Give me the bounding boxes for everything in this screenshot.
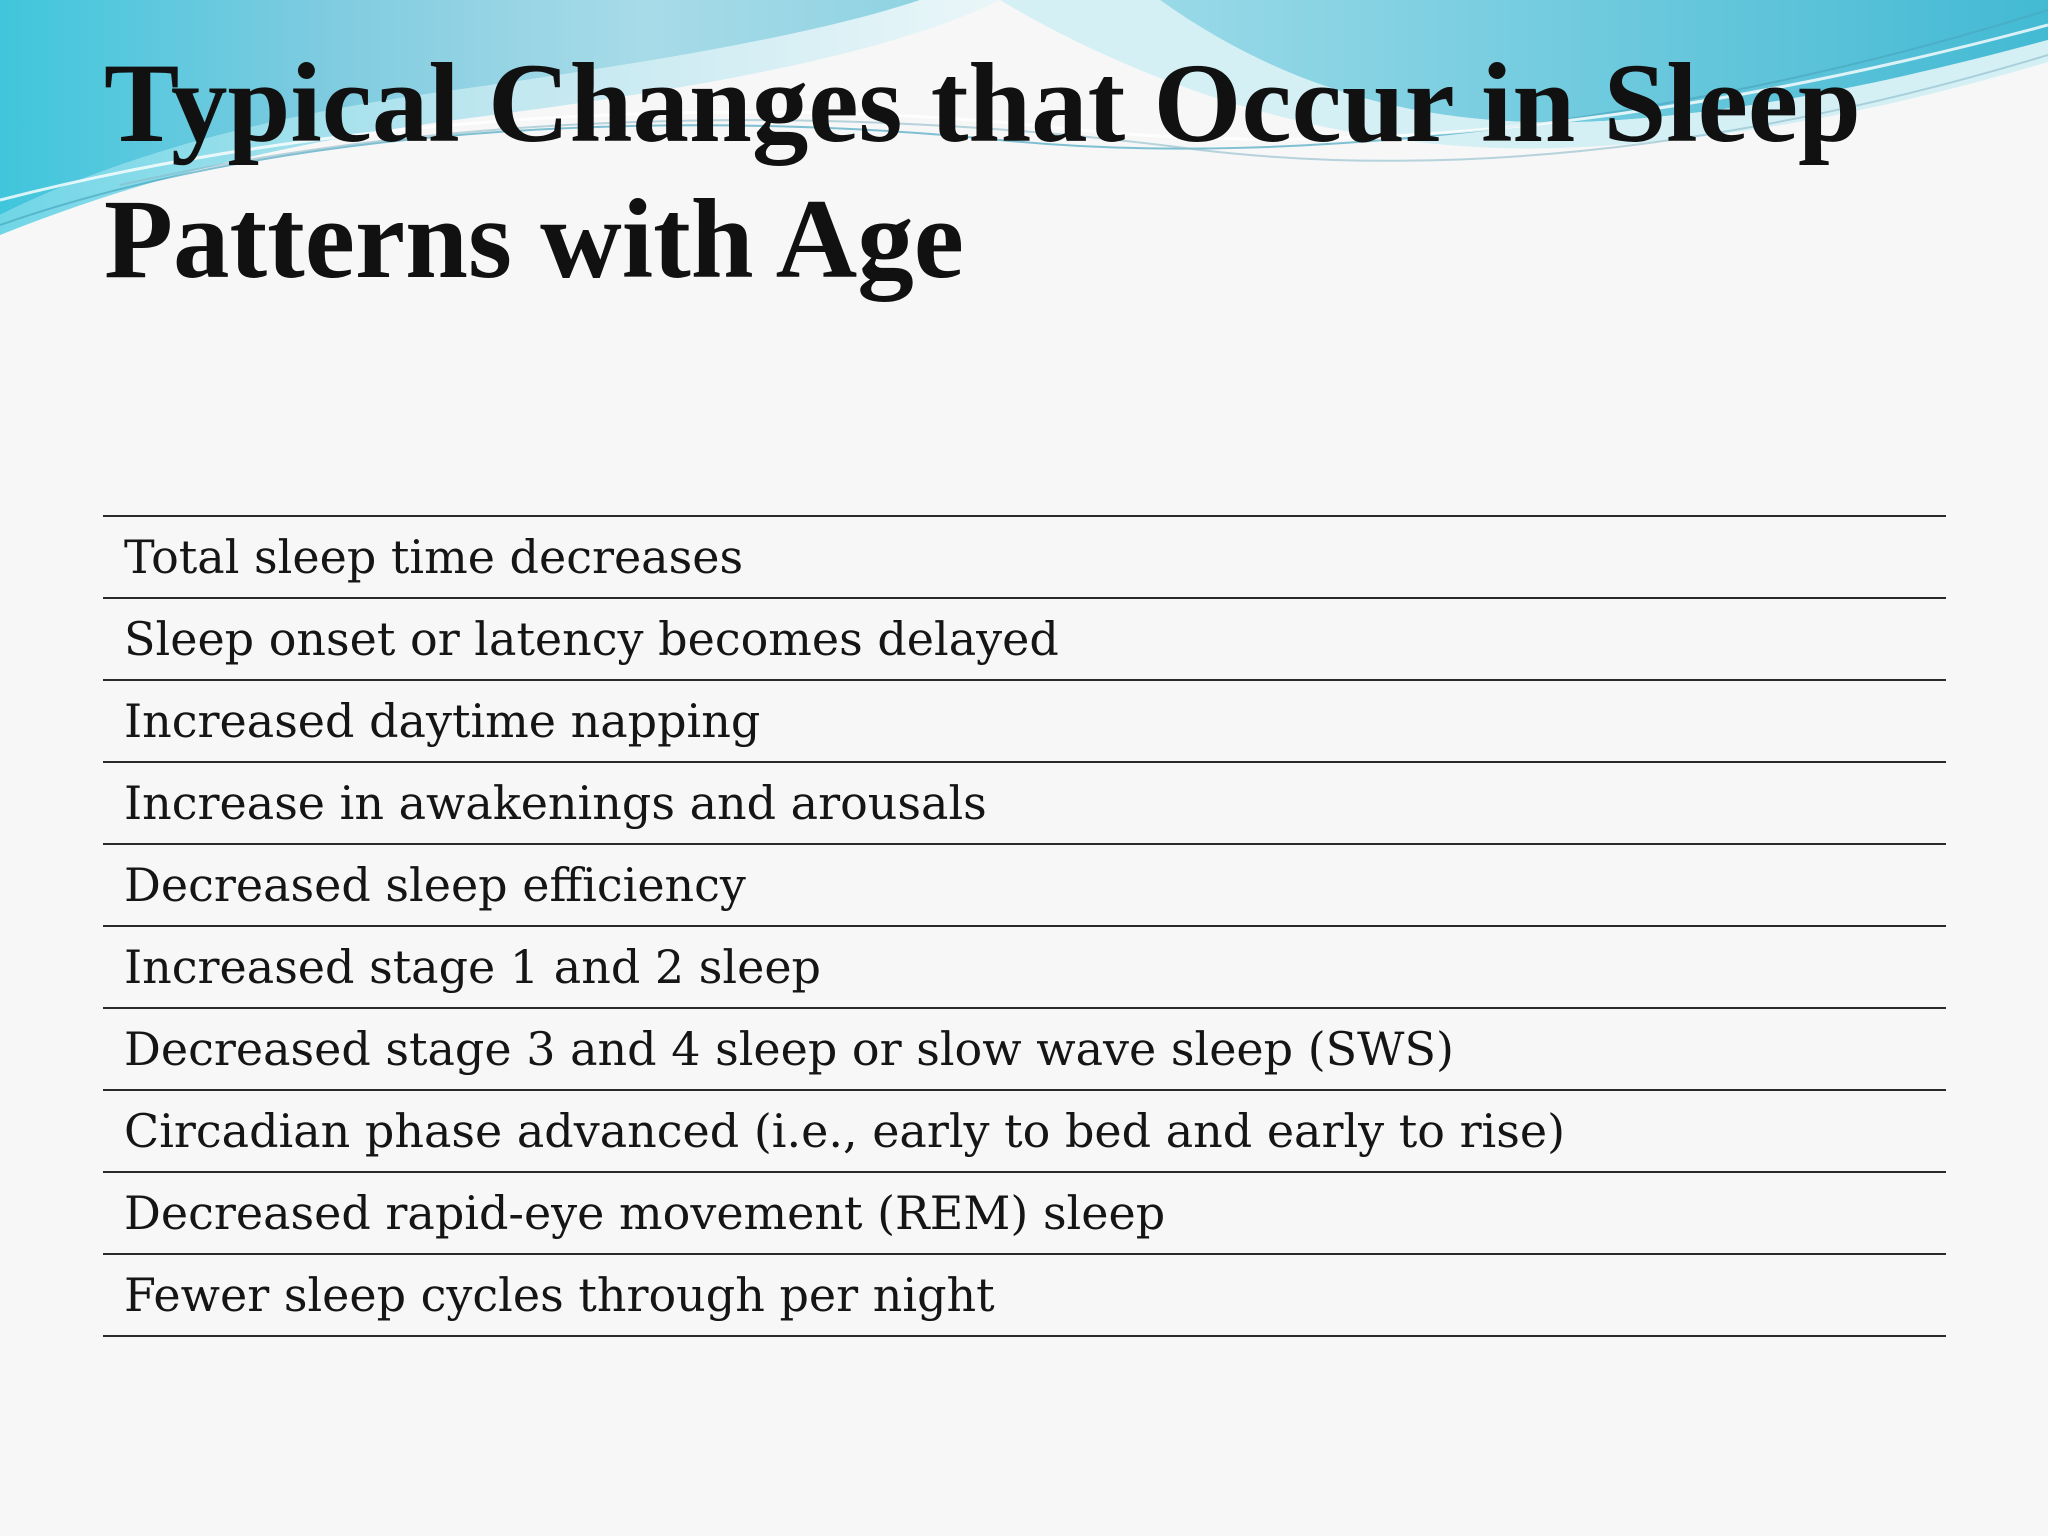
table-row — [103, 516, 1946, 598]
table-row — [103, 1008, 1946, 1090]
table-cell: Decreased sleep efficiency — [103, 844, 1946, 926]
table-cell: Decreased rapid-eye movement (REM) sleep — [103, 1172, 1946, 1254]
table-cell: Increased stage 1 and 2 sleep — [103, 926, 1946, 1008]
table-cell: Total sleep time decreases — [103, 516, 1946, 598]
table-row — [103, 680, 1946, 762]
table-row — [103, 1254, 1946, 1336]
table-row — [103, 598, 1946, 680]
table-row — [103, 762, 1946, 844]
table-cell: Sleep onset or latency becomes delayed — [103, 598, 1946, 680]
changes-table — [103, 515, 1946, 1337]
table-cell: Circadian phase advanced (i.e., early to bed and early to rise) — [103, 1090, 1946, 1172]
table-row — [103, 1090, 1946, 1172]
table-cell: Increase in awakenings and arousals — [103, 762, 1946, 844]
table-row — [103, 926, 1946, 1008]
table-cell: Decreased stage 3 and 4 sleep or slow wave sleep (SWS) — [103, 1008, 1946, 1090]
table-row — [103, 1172, 1946, 1254]
table-cell: Fewer sleep cycles through per night — [103, 1254, 1946, 1336]
table-row — [103, 844, 1946, 926]
slide-title: Typical Changes that Occur in Sleep Patterns with Age — [104, 41, 1861, 302]
table-cell: Increased daytime napping — [103, 680, 1946, 762]
